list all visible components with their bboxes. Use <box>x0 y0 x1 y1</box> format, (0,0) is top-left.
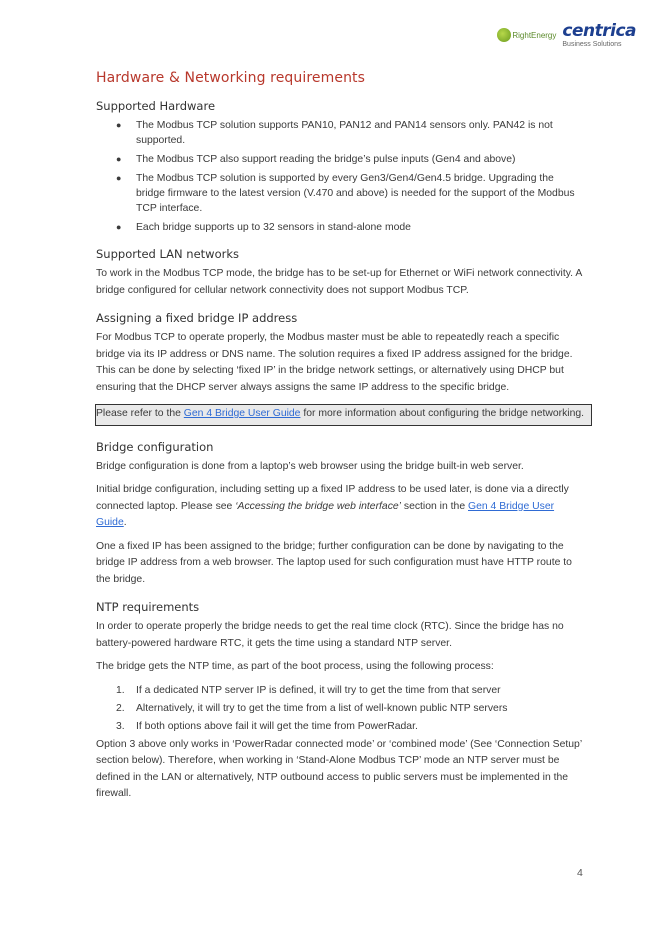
paragraph: In order to operate properly the bridge needs to get the real time clock (RTC). Since the bridge has no battery-powered hardware RTC, it gets the time using a standard NTP server. <box>96 621 564 649</box>
heading-supported-hardware: Supported Hardware <box>96 99 216 113</box>
note-box <box>95 404 592 426</box>
page-content <box>96 70 583 815</box>
section-ntp-requirements <box>96 600 583 803</box>
section-supported-lan <box>96 247 583 299</box>
heading-supported-lan: Supported LAN networks <box>96 247 239 261</box>
list-item: 2. Alternatively, it will try to get the time from a list of well-known public NTP servers <box>116 702 508 714</box>
list-item: 1. If a dedicated NTP server IP is defined, it will try to get the time from that server <box>116 684 501 696</box>
note-text: Please refer to the Gen 4 Bridge User Guide for more information about configuring the bridge networking. <box>96 408 585 419</box>
ntp-steps-list <box>96 683 583 734</box>
list-item: ● The Modbus TCP also support reading the bridge’s pulse inputs (Gen4 and above) <box>116 154 516 165</box>
list-item: ● Each bridge supports up to 32 sensors in stand-alone mode <box>116 222 411 233</box>
header-logos <box>497 22 636 48</box>
gen4-user-guide-link[interactable]: Gen 4 Bridge User Guide <box>183 408 301 419</box>
paragraph: Option 3 above only works in ‘PowerRadar connected mode’ or ‘combined mode’ (See ‘Connection Setup’ section below). Therefore, when working in ‘Stand-Alone Modbus TCP’ mode an NTP server must be defined in the LAN or alternatively, NTP outbound access to public servers must be implemented in the firewall. <box>96 738 582 799</box>
hardware-bullet-list <box>96 118 583 235</box>
paragraph: One a fixed IP has been assigned to the bridge; further configuration can be done by navigating to the bridge IP address from a web browser. The laptop used for such configuration must have HTTP route to the bridge. <box>96 540 572 585</box>
paragraph: Initial bridge configuration, including setting up a fixed IP address to be used later, is done via a directly connected laptop. Please see ‘Accessing the bridge web interface’ section in the Gen 4 Bridge User Guide. <box>96 484 569 528</box>
section-supported-hardware <box>96 99 583 235</box>
rightenergy-logo <box>497 28 556 42</box>
section-bridge-configuration <box>96 440 583 589</box>
heading-ntp-requirements: NTP requirements <box>96 600 200 614</box>
centrica-logo <box>562 20 636 48</box>
leaf-icon <box>497 28 511 42</box>
paragraph: To work in the Modbus TCP mode, the bridge has to be set-up for Ethernet or WiFi network connectivity. A bridge configured for cellular network connectivity does not support Modbus TCP. <box>96 268 582 296</box>
list-item: ● The Modbus TCP solution supports PAN10, PAN12 and PAN14 sensors only. PAN42 is not supported. <box>116 120 553 146</box>
heading-fixed-ip: Assigning a fixed bridge IP address <box>96 311 298 325</box>
bullet-icon: ● <box>116 154 122 164</box>
heading-bridge-configuration: Bridge configuration <box>96 439 214 454</box>
bullet-icon: ● <box>116 222 122 232</box>
rightenergy-logo-text: RightEnergy <box>512 30 557 40</box>
page-title: Hardware & Networking requirements <box>96 70 366 86</box>
paragraph: The bridge gets the NTP time, as part of the boot process, using the following process: <box>96 661 494 672</box>
list-item: 3. If both options above fail it will get the time from PowerRadar. <box>116 720 418 732</box>
list-item: ● The Modbus TCP solution is supported by every Gen3/Gen4/Gen4.5 bridge. Upgrading the bridge firmware to the latest version (V.470 and above) is needed for the support of the Modbus TCP interface. <box>116 173 575 214</box>
paragraph: For Modbus TCP to operate properly, the Modbus master must be able to repeatedly reach a specific bridge via its IP address or DNS name. The solution requires a fixed IP address assigned for the bridge. This can be done by selecting ‘fixed IP’ in the bridge network settings, or alternatively using DHCP but ensuring that the DHCP server always assigns the same IP address to the specific bridge. <box>96 332 573 393</box>
centrica-logo-subtitle: Business Solutions <box>562 40 622 48</box>
paragraph: Bridge configuration is done from a laptop’s web browser using the bridge built-in web server. <box>96 460 524 472</box>
gen4-user-guide-link[interactable]: Gen 4 Bridge User Guide <box>96 500 555 528</box>
page-number: 4 <box>577 867 583 879</box>
centrica-logo-name: centrica <box>562 20 636 41</box>
bullet-icon: ● <box>116 120 122 130</box>
bullet-icon: ● <box>116 173 122 183</box>
section-fixed-ip <box>96 311 583 396</box>
